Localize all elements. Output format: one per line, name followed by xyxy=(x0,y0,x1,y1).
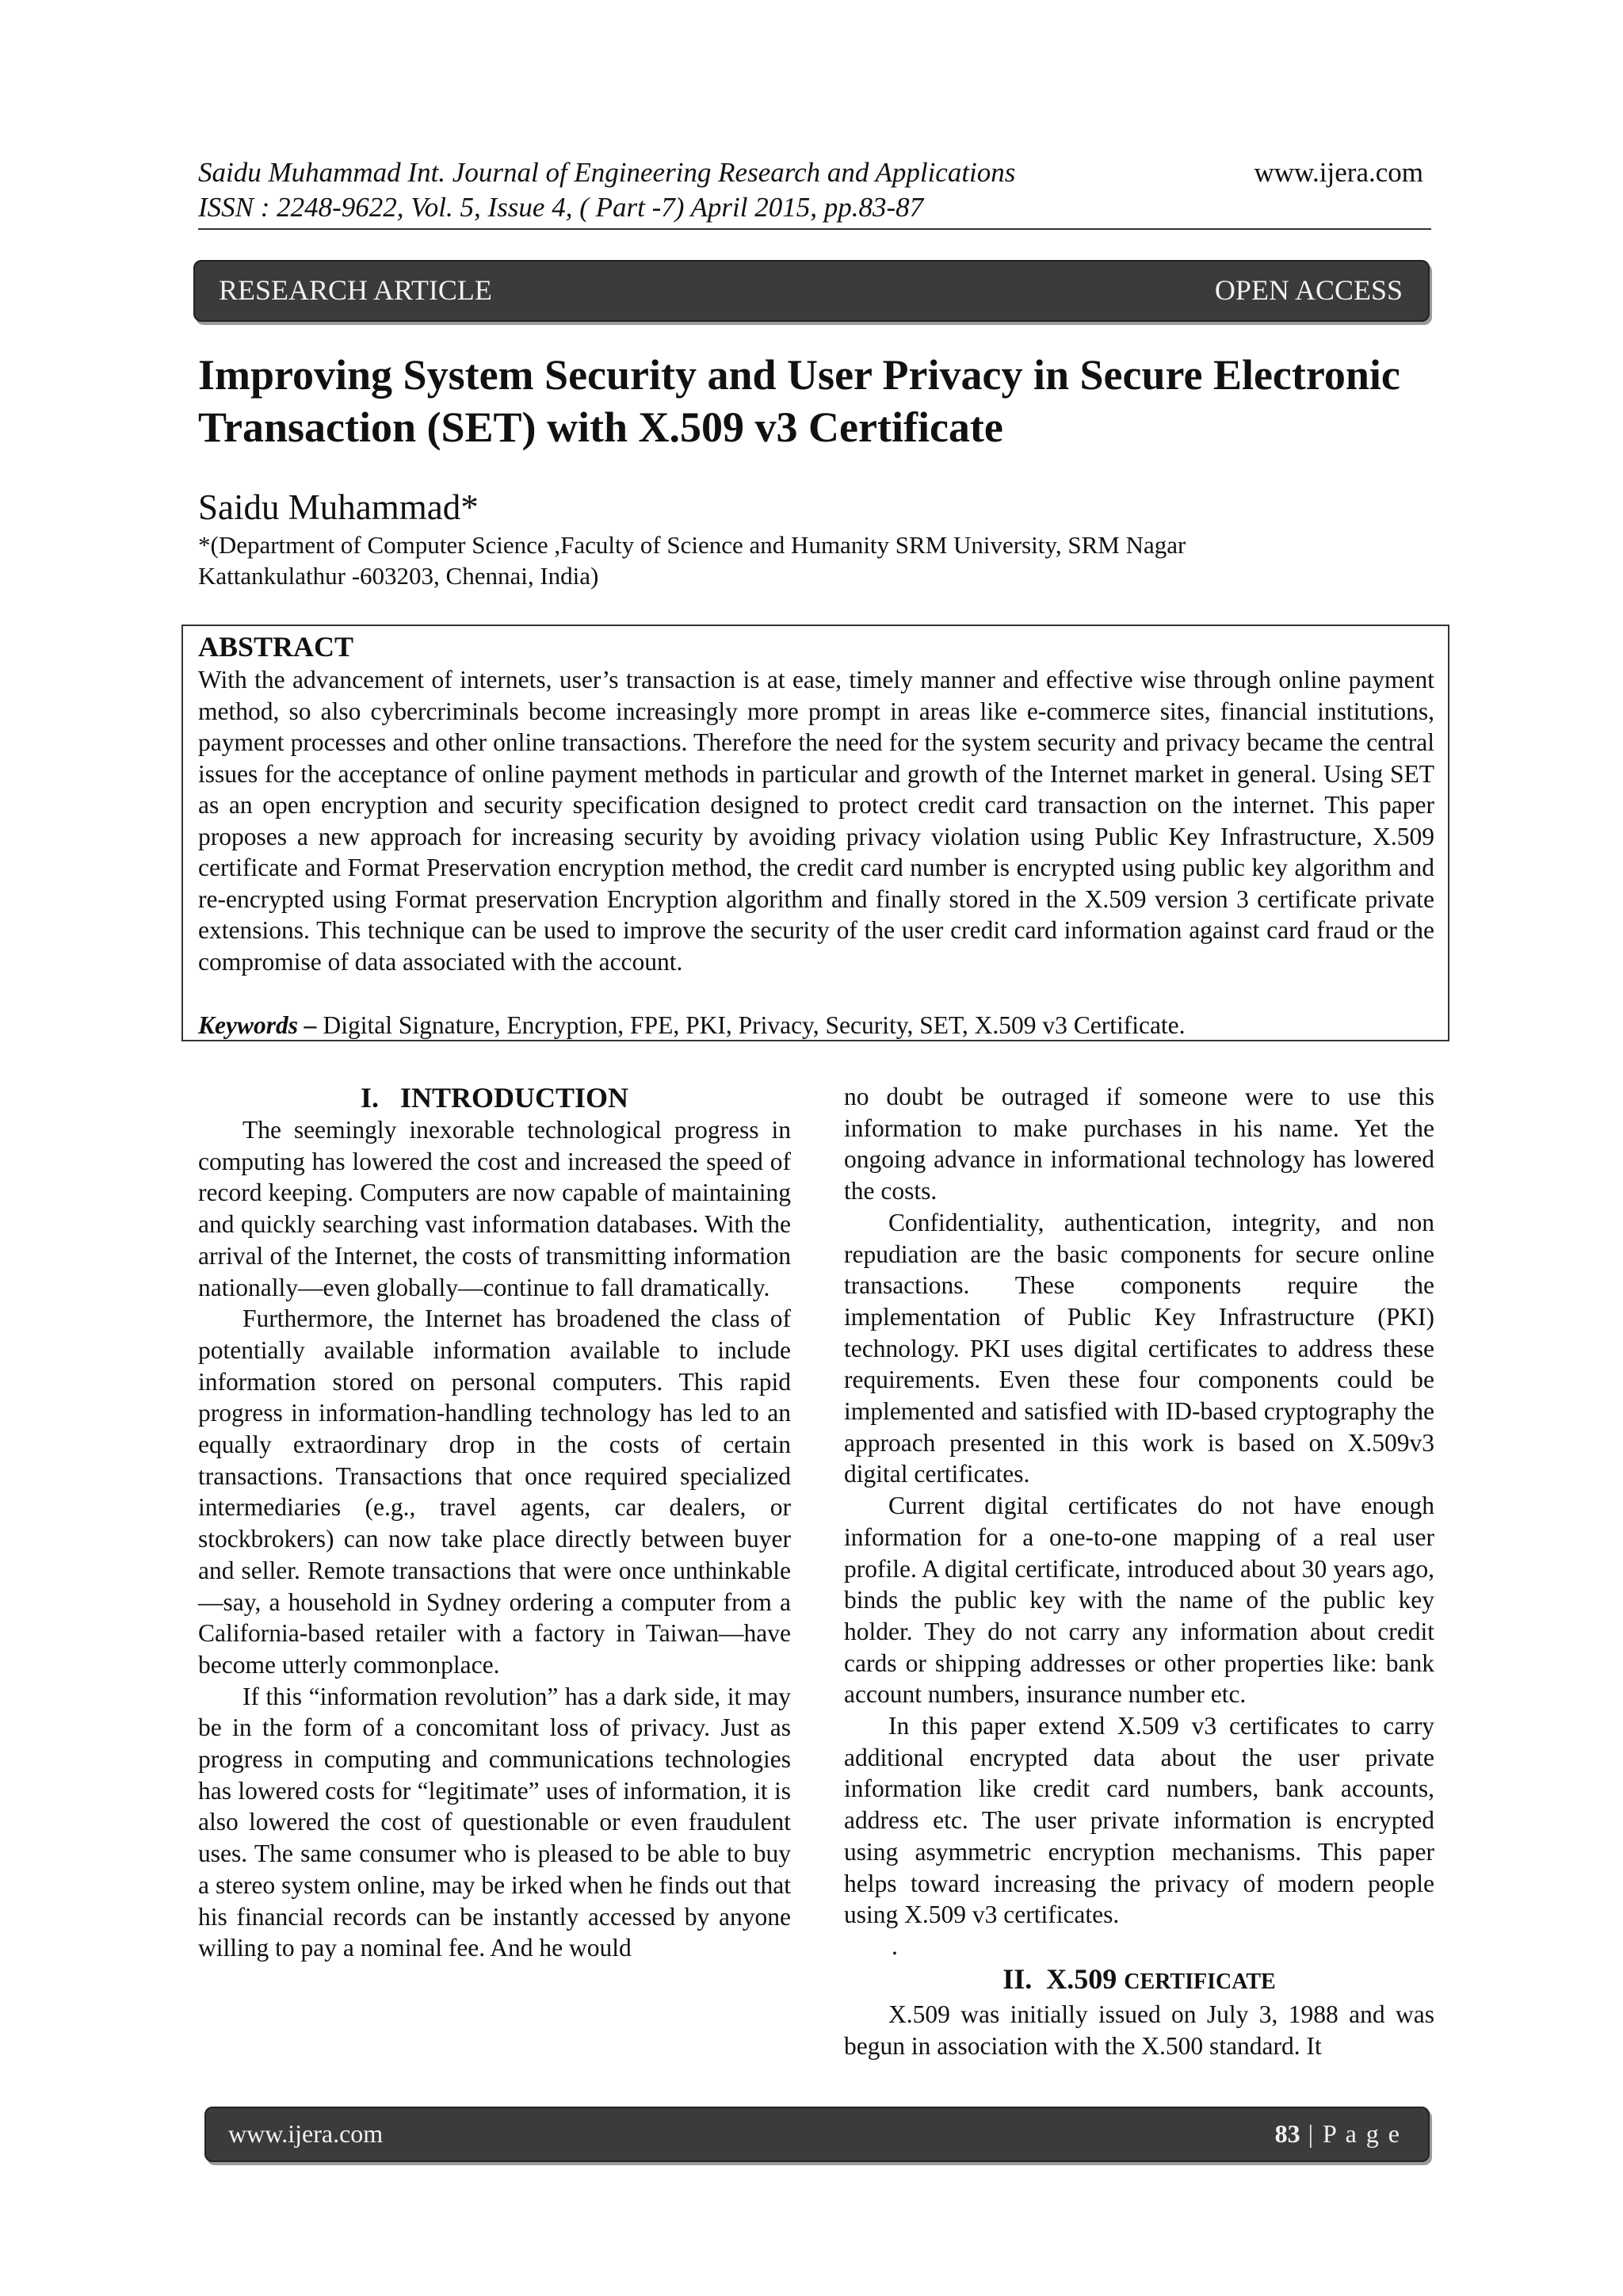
x509-paragraph-1: X.509 was initially issued on July 3, 1988 and was begun in association with the X.500 standard. It xyxy=(844,2000,1434,2060)
intro-paragraph-1: The seemingly inexorable technological progress in computing has lowered the cost and increased the speed of record keeping. Computers are now capable of maintaining and quickly searching vast information databases. With the arrival of the Internet, the costs of transmitting information nationally—even globally—continue to fall dramatically. xyxy=(198,1116,791,1301)
paper-title: Improving System Security and User Privacy in Secure Electronic Transaction (SET) with X.509 v3 Certificate xyxy=(198,351,1400,451)
page-number xyxy=(1275,2117,1401,2150)
intro-paragraph-3-continued: no doubt be outraged if someone were to use this information to make purchases in his name. Yet the ongoing advance in informational technology has lowered the costs. xyxy=(844,1083,1434,1205)
introduction-heading: I. INTRODUCTION xyxy=(360,1082,629,1114)
stray-dot: . xyxy=(892,1931,898,1960)
abstract-heading: ABSTRACT xyxy=(198,631,354,663)
x509-section-title: CERTIFICATE xyxy=(1124,1969,1276,1994)
affiliation-line-1: *(Department of Computer Science ,Faculty of Science and Humanity SRM University, SRM Nagar xyxy=(198,531,1186,559)
abstract-text: With the advancement of internets, user’s transaction is at ease, timely manner and effective wise through online payment method, so also cybercriminals become increasingly more prompt in areas like e-commerce sites, financial institutions, payment processes and other online transactions. Therefore the need for the system security and privacy became the central issues for the acceptance of online payment methods in particular and growth of the Internet market in general. Using SET as an open encryption and security specification designed to protect credit card transaction on the internet. This paper proposes a new approach for increasing security by avoiding privacy violation using Public Key Infrastructure, X.509 certificate and Format Preservation encryption method, the credit card number is encrypted using public key algorithm and re-encrypted using Format preservation Encryption algorithm and finally stored in the X.509 version 3 certificate private extensions. This technique can be used to improve the security of the user credit card information against card fraud or the compromise of data associated with the account. xyxy=(198,666,1434,976)
page-footer xyxy=(204,2107,1430,2162)
intro-paragraph-5: Current digital certificates do not have enough information for a one-to-one mapping of a real user profile. A digital certificate, introduced about 30 years ago, binds the public key with the name of the public key holder. They do not carry any information about credit cards or shipping addresses or other properties like: bank account numbers, insurance number etc. xyxy=(844,1492,1434,1709)
research-article-label: RESEARCH ARTICLE xyxy=(219,274,492,306)
x509-section-heading xyxy=(844,1962,1434,1999)
affiliation-line-2: Kattankulathur -603203, Chennai, India) xyxy=(198,562,599,590)
page-label: | P a g e xyxy=(1300,2119,1401,2148)
page-number-value: 83 xyxy=(1274,2119,1300,2148)
intro-paragraph-6: In this paper extend X.509 v3 certificates to carry additional encrypted data about the user private information like credit card numbers, bank accounts, address etc. The user private information is encrypted using asymmetric encryption mechanisms. This paper helps toward increasing the privacy of modern people using X.509 v3 certificates. xyxy=(844,1712,1434,1929)
x509-section-number: II. X.509 xyxy=(1002,1962,1125,1995)
journal-issn: ISSN : 2248-9622, Vol. 5, Issue 4, ( Part -7) April 2015, pp.83-87 xyxy=(198,192,924,223)
intro-paragraph-2: Furthermore, the Internet has broadened the class of potentially available information available to include information stored on personal computers. This rapid progress in information-handling technology has led to an equally extraordinary drop in the costs of certain transactions. Transactions that once required specialized intermediaries (e.g., travel agents, car dealers, or stockbrokers) can now take place directly between buyer and seller. Remote transactions that were once unthinkable—say, a household in Sydney ordering a computer from a California-based retailer with a factory in Taiwan—have become utterly commonplace. xyxy=(198,1305,791,1679)
left-column xyxy=(198,1081,791,1964)
intro-paragraph-4: Confidentiality, authentication, integrity, and non repudiation are the basic components for secure online transactions. These components require the implementation of Public Key Infrastructure (PKI) technology. PKI uses digital certificates to address these requirements. Even these four components could be implemented and satisfied with ID-based cryptography the approach presented in this work is based on X.509v3 digital certificates. xyxy=(844,1208,1434,1488)
keywords xyxy=(198,1010,1434,1041)
keywords-list: Digital Signature, Encryption, FPE, PKI, Privacy, Security, SET, X.509 v3 Certificate. xyxy=(316,1011,1186,1039)
open-access-label: OPEN ACCESS xyxy=(1214,274,1403,306)
footer-website: www.ijera.com xyxy=(228,2119,384,2148)
author-affiliation xyxy=(198,529,1387,591)
right-column xyxy=(844,1081,1434,2061)
intro-paragraph-3: If this “information revolution” has a dark side, it may be in the form of a concomitant loss of privacy. Just as progress in computing and communications technologies has lowered costs for “legitimate” uses of information, it is also lowered the cost of questionable or even fraudulent uses. The same consumer who is pleased to be able to buy a stereo system online, may be irked when he finds out that his financial records can be instantly accessed by anyone willing to pay a nominal fee. And he would xyxy=(198,1682,791,1962)
article-type-banner xyxy=(193,260,1430,322)
journal-website: www.ijera.com xyxy=(1254,157,1423,188)
author-name: Saidu Muhammad* xyxy=(198,487,479,527)
header-divider xyxy=(198,228,1431,230)
keywords-label: Keywords – xyxy=(198,1011,317,1039)
journal-title: Saidu Muhammad Int. Journal of Engineering Research and Applications xyxy=(198,157,1016,188)
